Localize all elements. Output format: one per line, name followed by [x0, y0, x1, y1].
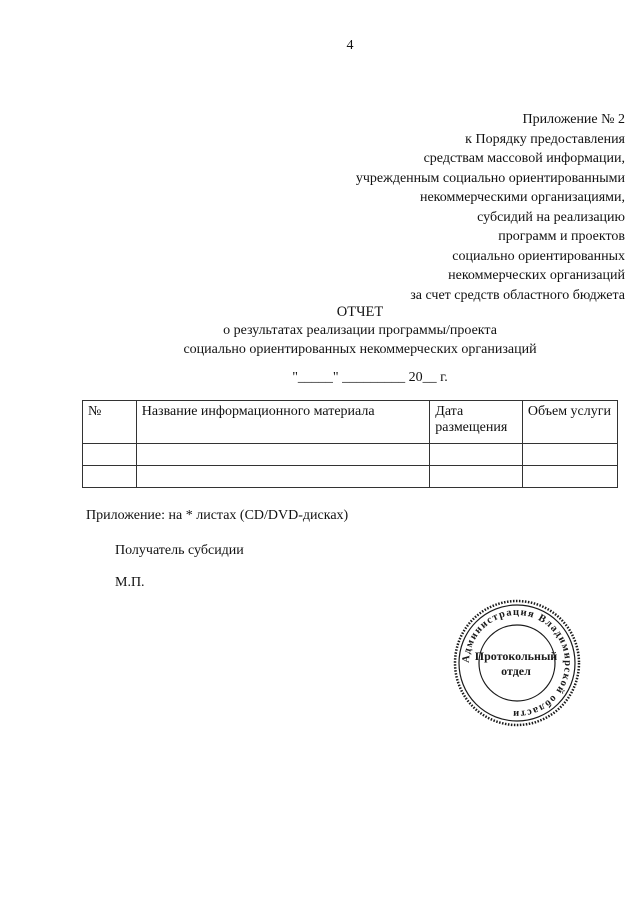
table-header-number: № [83, 401, 137, 444]
seal-center-text: Протокольный [474, 649, 558, 663]
recipient-label: Получатель субсидии [115, 543, 244, 558]
table-cell [522, 466, 617, 488]
annex-header [205, 110, 625, 305]
page-number: 4 [346, 38, 354, 53]
table-cell [430, 444, 523, 466]
report-table [82, 400, 618, 488]
table-cell [430, 466, 523, 488]
annex-line: некоммерческими организациями, [419, 190, 625, 205]
report-subtitle: о результатах реализации программы/проекта [223, 323, 497, 338]
seal-center-text: отдел [501, 664, 531, 678]
seal-icon [452, 598, 582, 728]
table-cell [83, 466, 137, 488]
table-cell [83, 444, 137, 466]
table-row [83, 466, 618, 488]
table-row [83, 444, 618, 466]
table-header-volume: Объем услуги [522, 401, 617, 444]
report-subtitle: социально ориентированных некоммерческих организаций [183, 342, 537, 357]
table-header-row [83, 401, 618, 444]
report-date-line: "_____" _________ 20__ г. [292, 370, 448, 385]
seal-ring-text: Администрация Владимирской области [460, 606, 574, 720]
annex-line: программ и проектов [498, 229, 625, 244]
annex-line: учрежденным социально ориентированными [355, 170, 625, 186]
report-title: ОТЧЕТ [336, 304, 384, 320]
annex-line: к Порядку предоставления [465, 131, 625, 147]
table-header-title: Название информационного материала [136, 401, 430, 444]
annex-line: субсидий на реализацию [477, 209, 625, 225]
official-seal [452, 598, 582, 728]
annex-line: за счет средств областного бюджета [410, 287, 625, 303]
annex-line: средствам массовой информации, [423, 151, 625, 166]
stamp-place-label: М.П. [115, 575, 145, 590]
annex-line: Приложение № 2 [522, 112, 625, 127]
table-cell [522, 444, 617, 466]
annex-line: социально ориентированных [452, 248, 625, 264]
annex-line: некоммерческих организаций [448, 268, 625, 283]
table-header-date: Дата размещения [430, 401, 523, 444]
table-cell [136, 444, 430, 466]
table-cell [136, 466, 430, 488]
attachment-note: Приложение: на * листах (CD/DVD-дисках) [86, 508, 349, 523]
